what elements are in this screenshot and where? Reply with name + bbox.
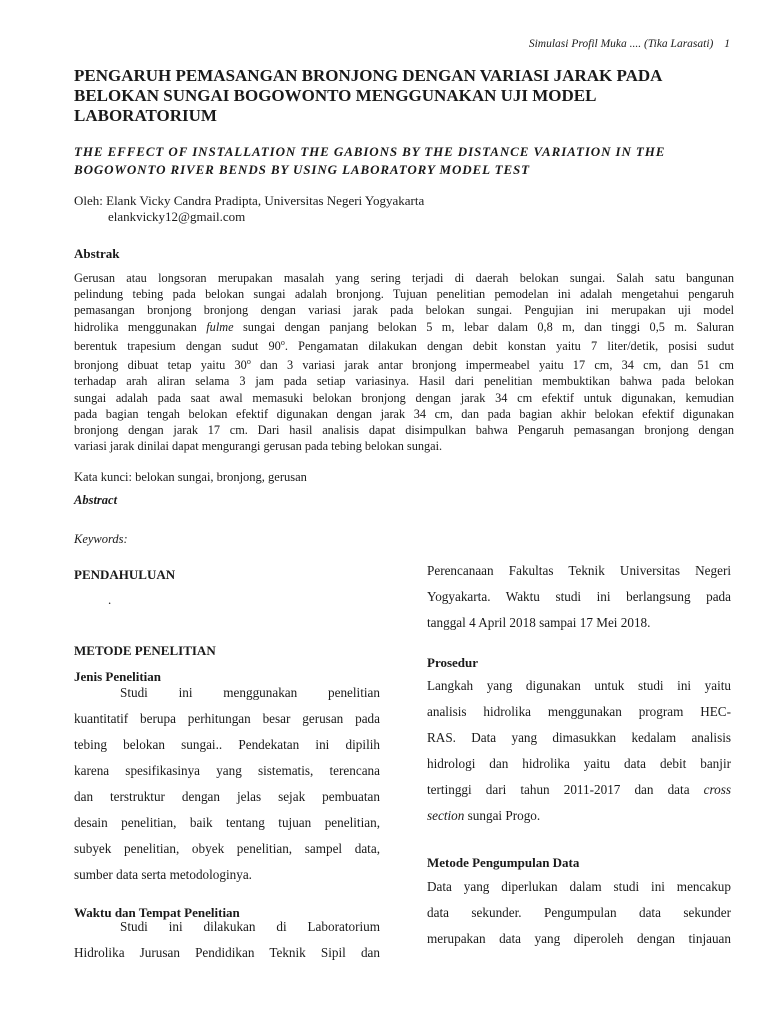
body-line: tanggal 4 April 2018 sampai 17 Mei 2018. — [427, 615, 651, 630]
body-line: RAS. Data yang dimasukkan kedalam analisis — [427, 730, 731, 745]
body-line-with-italic — [427, 777, 731, 803]
prosedur-heading: Prosedur — [427, 655, 479, 670]
metode-pengumpulan-heading: Metode Pengumpulan Data — [427, 855, 580, 870]
abstrak-line: pemasangan bronjong bronjong dengan variasi jarak pada belokan sungai. Pengujian ini merupakan uji model — [74, 303, 734, 318]
body-line: Hidrolika Jurusan Pendidikan Teknik Sipil dan — [74, 945, 380, 960]
italic-term-cross: cross — [703, 782, 732, 797]
body-line-tail: sungai Progo. — [464, 808, 541, 823]
body-line: merupakan data yang diperoleh dengan tinjauan — [427, 931, 731, 946]
subtitle-line: BOGOWONTO RIVER BENDS BY USING LABORATORY MODEL TEST — [74, 162, 531, 177]
body-line: Studi ini menggunakan penelitian — [120, 685, 380, 700]
body-line: subyek penelitian, obyek penelitian, sampel data, — [74, 841, 380, 856]
keywords-label: Keywords: — [74, 532, 128, 546]
body-line: Data yang diperlukan dalam studi ini mencakup — [427, 879, 731, 894]
title-line: PENGARUH PEMASANGAN BRONJONG DENGAN VARIASI JARAK PADA — [74, 66, 663, 85]
abstrak-line: terhadap arah aliran selama 3 jam pada setiap variasinya. Hasil dari penelitian membuktikan bahwa pada belokan — [74, 374, 734, 389]
waktu-tempat-heading: Waktu dan Tempat Penelitian — [74, 905, 240, 920]
abstrak-line-text: berentuk trapesium dengan sudut 90$^o$. Pengamatan dilakukan dengan debit konstan yaitu 7 liter/detik, posisi sudut — [74, 337, 734, 353]
page-number: 1 — [724, 38, 730, 50]
body-line-with-italic — [427, 803, 731, 829]
abstrak-heading: Abstrak — [74, 246, 120, 261]
metode-pengumpulan-body — [427, 874, 731, 952]
prosedur-body — [427, 673, 731, 829]
waktu-tempat-continued — [427, 558, 731, 636]
body-line: tebing belokan sungai.. Pendekatan ini dipilih — [74, 737, 380, 752]
abstrak-body — [74, 270, 734, 454]
paper-title — [74, 66, 714, 126]
body-line: Yogyakarta. Waktu studi ini berlangsung pada — [427, 589, 731, 604]
body-line: data sekunder. Pengumpulan data sekunder — [427, 905, 731, 920]
title-line: BELOKAN SUNGAI BOGOWONTO MENGGUNAKAN UJI MODEL — [74, 86, 597, 105]
abstrak-line-rest: sungai dengan panjang belokan 5 m, lebar dalam 0,8 m, dan tinggi 0,5 m. Saluran — [243, 319, 734, 334]
metode-penelitian-heading: METODE PENELITIAN — [74, 643, 216, 658]
author-line: Oleh: Elank Vicky Candra Pradipta, Universitas Negeri Yogyakarta — [74, 193, 425, 208]
jenis-penelitian-heading: Jenis Penelitian — [74, 669, 162, 684]
body-line: Langkah yang digunakan untuk studi ini yaitu — [427, 678, 731, 693]
body-line: karena spesifikasinya yang sistematis, terencana — [74, 763, 380, 778]
running-title: Simulasi Profil Muka .... (Tika Larasati) — [528, 38, 714, 50]
abstrak-line: sungai adalah pada saat awal memasuki belokan bronjong dengan jarak 34 cm efektif untuk digunakan, kemudian — [74, 390, 734, 405]
title-line: LABORATORIUM — [74, 106, 217, 125]
body-line: hidrologi dan hidrolika yaitu data debit banjir — [427, 756, 731, 771]
body-line: Perencanaan Fakultas Teknik Universitas Negeri — [427, 563, 731, 578]
body-line: Studi ini dilakukan di Laboratorium — [120, 919, 380, 934]
abstrak-line: Gerusan atau longsoran merupakan masalah yang sering terjadi di daerah belokan sungai. Salah satu bangunan — [74, 271, 734, 285]
abstract-heading: Abstract — [74, 493, 118, 507]
degree-mark: o — [246, 357, 251, 367]
kata-kunci: Kata kunci: belokan sungai, bronjong, gerusan — [74, 470, 307, 484]
subtitle-line: THE EFFECT OF INSTALLATION THE GABIONS BY THE DISTANCE VARIATION IN THE — [74, 144, 666, 159]
waktu-tempat-body — [74, 914, 380, 966]
body-line: sumber data serta metodologinya. — [74, 867, 252, 882]
abstrak-line-prefix: hidrolika menggunakan — [74, 319, 197, 334]
abstrak-line: pelindung tebing pada belokan sungai adalah bronjong. Tujuan penelitian pemodelan ini adalah mengetahui pengaruh — [74, 287, 734, 302]
abstrak-line: pada bagian tengah belokan efektif digunakan dengan jarak 34 cm, dan pada bagian akhir belokan efektif digunakan — [74, 406, 734, 421]
body-line-text: tertinggi dari tahun 2011-2017 dan data — [427, 782, 690, 797]
abstrak-line: bronjong dengan jarak 17 cm. Dari hasil analisis dapat disimpulkan bahwa Pengaruh pemasangan bronjong dengan — [74, 423, 734, 438]
pendahuluan-dot: . — [108, 592, 112, 607]
body-line: kuantitatif berupa perhitungan besar gerusan pada — [74, 711, 380, 726]
english-title — [74, 143, 734, 179]
abstrak-line: variasi jarak dinilai dapat mengurangi gerusan pada tebing belokan sungai. — [74, 439, 443, 454]
abstrak-line-with-italic — [74, 319, 734, 335]
abstrak-line — [74, 335, 734, 354]
pendahuluan-heading: PENDAHULUAN — [74, 567, 176, 582]
body-line: analisis hidrolika menggunakan program HEC- — [427, 704, 731, 719]
abstrak-italic-term: fulme — [206, 319, 234, 334]
abstrak-line: bronjong dibuat tetap yaitu 30$^o$ dan 3 variasi jarak antar bronjong impermeabel yaitu 17 cm, 34 cm, dan 51 cm — [74, 357, 734, 373]
jenis-penelitian-body — [74, 680, 380, 888]
body-line: dan terstruktur dengan jelas sejak pembuatan — [74, 789, 380, 804]
italic-term-section: section — [427, 808, 465, 823]
degree-mark: o — [280, 337, 285, 347]
body-line: desain penelitian, baik tentang tujuan penelitian, — [74, 815, 380, 830]
author-email: elankvicky12@gmail.com — [108, 209, 246, 224]
running-header — [0, 38, 730, 50]
